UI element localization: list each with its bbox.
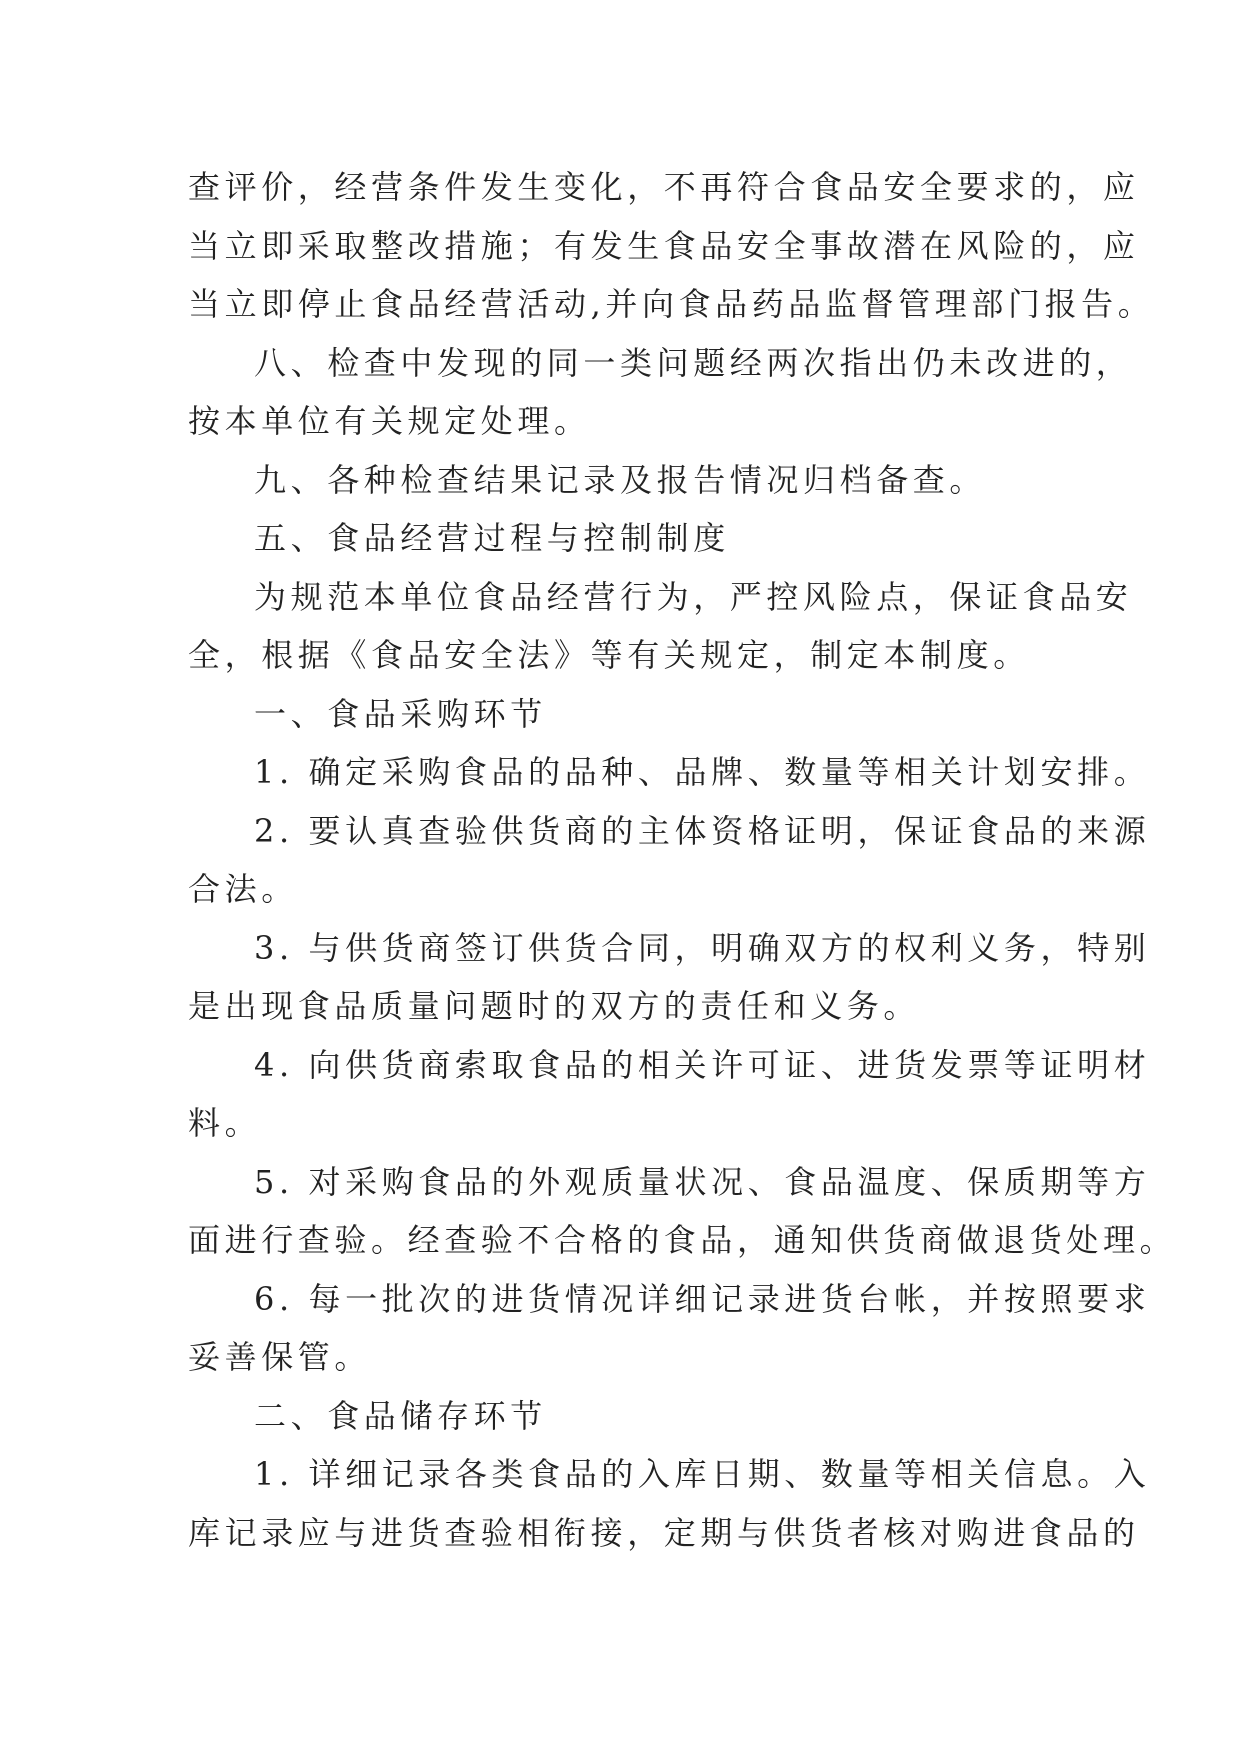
paragraph-line: 4. 向供货商索取食品的相关许可证、进货发票等证明材 bbox=[254, 1045, 1151, 1084]
paragraph-line: 3. 与供货商签订供货合同，明确双方的权利义务，特别 bbox=[254, 928, 1151, 967]
paragraph-line: 查评价，经营条件发生变化，不再符合食品安全要求的，应 bbox=[188, 168, 1140, 206]
paragraph-line: 5. 对采购食品的外观质量状况、食品温度、保质期等方 bbox=[254, 1162, 1151, 1201]
paragraph-line: 1. 详细记录各类食品的入库日期、数量等相关信息。入 bbox=[254, 1455, 1151, 1493]
paragraph-line: 按本单位有关规定处理。 bbox=[188, 402, 591, 440]
paragraph-line: 一、食品采购环节 bbox=[254, 694, 547, 733]
paragraph-line: 是出现食品质量问题时的双方的责任和义务。 bbox=[188, 987, 921, 1025]
paragraph-line: 全，根据《食品安全法》等有关规定，制定本制度。 bbox=[188, 636, 1030, 674]
paragraph-line: 二、食品储存环节 bbox=[254, 1396, 547, 1435]
paragraph-line: 2. 要认真查验供货商的主体资格证明，保证食品的来源 bbox=[254, 811, 1151, 850]
paragraph-line: 当立即停止食品经营活动,并向食品药品监督管理部门报告。 bbox=[188, 285, 1155, 323]
paragraph-line: 1. 确定采购食品的品种、品牌、数量等相关计划安排。 bbox=[254, 753, 1151, 791]
paragraph-line: 当立即采取整改措施；有发生食品安全事故潜在风险的，应 bbox=[188, 226, 1140, 265]
paragraph-line: 九、各种检查结果记录及报告情况归档备查。 bbox=[254, 460, 987, 499]
paragraph-line: 八、检查中发现的同一类问题经两次指出仍未改进的， bbox=[254, 343, 1133, 382]
paragraph-line: 合法。 bbox=[188, 870, 298, 908]
paragraph-line: 面进行查验。经查验不合格的食品，通知供货商做退货处理。 bbox=[188, 1221, 1177, 1259]
paragraph-line: 妥善保管。 bbox=[188, 1338, 372, 1376]
paragraph-line: 6. 每一批次的进货情况详细记录进货台帐，并按照要求 bbox=[254, 1279, 1151, 1318]
paragraph-line: 五、食品经营过程与控制制度 bbox=[254, 519, 730, 557]
paragraph-line: 料。 bbox=[188, 1104, 262, 1142]
document-body bbox=[188, 158, 1177, 1562]
paragraph-line: 为规范本单位食品经营行为，严控风险点，保证食品安 bbox=[254, 577, 1133, 616]
paragraph-line: 库记录应与进货查验相衔接，定期与供货者核对购进食品的 bbox=[188, 1513, 1140, 1552]
